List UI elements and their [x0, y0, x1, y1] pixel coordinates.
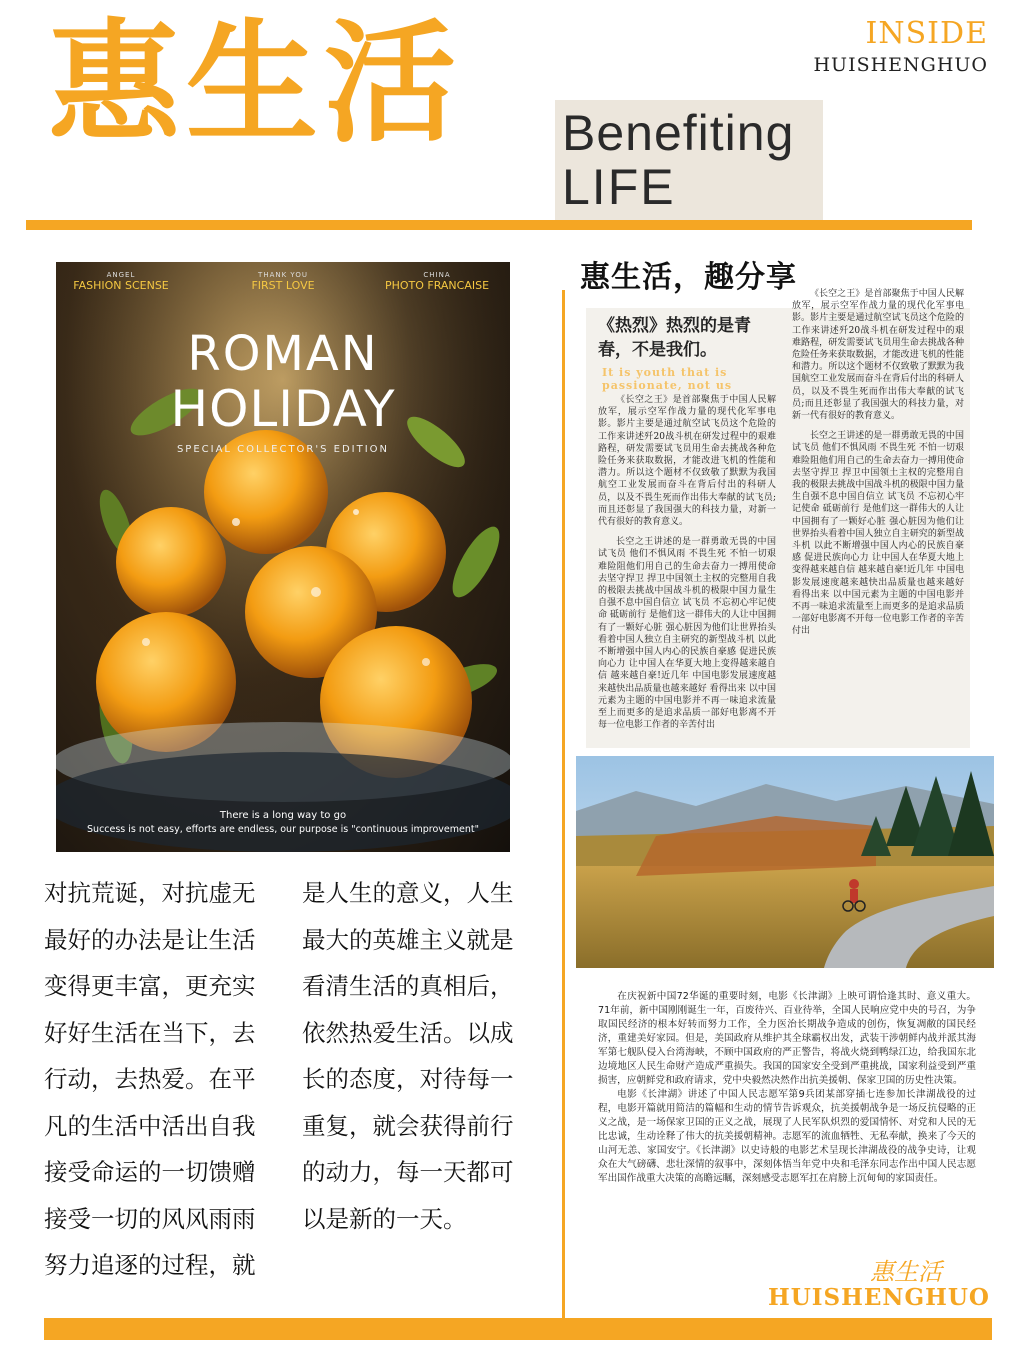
poster-title-roman: ROMAN [187, 326, 379, 382]
vertical-divider [562, 290, 565, 1320]
col1-line: 努力追逐的过程，就 [44, 1251, 256, 1279]
body-paragraph: 在庆祝新中国72华诞的重要时刻，电影《长津湖》上映可谓恰逢其时、意义重大。71年前，新中国刚刚诞生一年，百废待兴、百业待举，全国人民响应党中央的号召，为争取国民经济的根本好转而努力工作，全力医治长期战争造成的创伤，恢复凋敝的国民经济，重建美好家园。但是，美国政府从维护其全球霸权出发，武装干涉朝鲜内战并派其海军第七舰队侵入台湾海峡，不顾中国政府的严正警告，将战火烧到鸭绿江边，给我国东北边境地区人民生命财产造成严重损失。我国的国家安全受到严重挑战，国家利益受到严重损害，应朝鲜党和政府请求，党中央毅然决然作出抗美援朝、保家卫国的历史性决策。 [598, 991, 976, 1086]
col2-line: 是人生的意义，人生 [302, 879, 514, 907]
col1-line: 对抗荒诞，对抗虚无 [44, 879, 256, 907]
col1-line: 变得更丰富，更充实 [44, 972, 256, 1000]
inside-sub-label: HUISHENGHUO [813, 54, 988, 76]
body-paragraph: 电影《长津湖》讲述了中国人民志愿军第9兵团某部穿插七连参加长津湖战役的过程，电影开篇就用简洁的篇幅和生动的情节告诉观众，抗美援朝战争是一场反抗侵略的正义之战，是一场保家卫国的正义之战，展现了人民军队炽烈的爱国情怀、对党和人民的无比忠诚，生动诠释了伟大的抗美援朝精神。志愿军的流血牺牲、无私奉献，换来了今天的山河无恙、家国安宁。《长津湖》以史诗般的电影艺术呈现长津湖战役的战争史诗，让观众在大气磅礴、悲壮深情的叙事中，深刻体悟当年党中央和毛泽东同志作出中国人民志愿军出国作战重大决策的高瞻远瞩，深刻感受志愿军扛在肩膀上沉甸甸的家国责任。 [598, 1089, 976, 1184]
article-paragraph: 长空之王讲述的是一群勇敢无畏的中国试飞员 他们不惧风雨 不畏生死 不怕一切艰难险阻他们用自己的生命去奋力一搏用使命去坚守捍卫 捍卫中国领土主权的完整用自我的极限去挑战中国战斗机的极限中国力量生自强不息中国自信立 试飞员 不忘初心牢记使命 砥砺前行 是他们这一群伟大的人让中国拥有了一颗好心脏 强心脏因为他们让世界抬头看着中国人独立自主研究的新型战斗机 以此不断增强中国人内心的民族自豪感 促进民族向心力 让中国人在华夏大地上变得越来越自信 越来越自豪!近几年 中国电影发展速度越来越快出品质量也越来越好 看得出来 以中国元素为主题的中国电影并不再一味追求流量至上而更多的是追求品质一部好电影离不开每一位电影工作者的辛苦付出 [598, 537, 776, 731]
poster-tag-1: ANGEL FASHION SCENSE [73, 271, 169, 292]
col1-line: 凡的生活中活出自我 [44, 1111, 256, 1140]
article-english-subtitle: It is youth that is passionate, not us [602, 366, 733, 392]
article-body [598, 990, 976, 1186]
article-paragraph: 《长空之王》是首部聚焦于中国人民解放军，展示空军作战力量的现代化军事电影。影片主要是通过航空试飞员这个危险的工作来讲述歼20战斗机在研发过程中的艰难路程，研发需要试飞员用生命去挑战各种危险任务来获取数据，才能改进飞机的性能和潜力。所以这个题材不仅致敬了默默为我国航空工业发展而奋斗在背后付出的科研人员，以及不畏生死而作出伟大奉献的试飞员;而且还彰显了我国强大的科技力量，对新一代有很好的教育意义。 [598, 395, 776, 528]
section-subheading: 惠生活，趣分享 [580, 260, 797, 295]
col2-line: 长的态度，对待每一 [302, 1065, 514, 1093]
poster-footer-2: Success is not easy, efforts are endless, our purpose is "continuous improvement" [87, 824, 479, 835]
mountain-road-illustration [576, 756, 994, 968]
poster-edition: SPECIAL COLLECTOR'S EDITION [176, 444, 390, 455]
brand-footer: HUISHENGHUO [768, 1284, 990, 1311]
benefiting-title: Benefiting [562, 105, 795, 161]
page-title: 惠生活 [48, 7, 462, 161]
poster-footer-1: There is a long way to go [219, 810, 347, 821]
top-divider [26, 220, 972, 230]
col1-line: 最好的办法是让生活 [44, 925, 256, 954]
col1-line: 接受一切的风风雨雨 [44, 1204, 256, 1233]
col2-line: 重复，就会获得前行 [302, 1111, 514, 1140]
col2-line: 的动力，每一天都可 [302, 1158, 514, 1186]
article-column-2 [792, 288, 964, 646]
life-title: LIFE [562, 159, 676, 215]
article-paragraph: 长空之王讲述的是一群勇敢无畏的中国试飞员 他们不惧风雨 不畏生死 不怕一切艰难险阻他们用自己的生命去奋力一搏用使命去坚守捍卫 捍卫中国领土主权的完整用自我的极限去挑战中国战斗机的极限中国力量生自强不息中国自信立 试飞员 不忘初心牢记使命 砥砺前行 是他们这一群伟大的人让中国拥有了一颗好心脏 强心脏因为他们让世界抬头看着中国人独立自主研究的新型战斗机 以此不断增强中国人内心的民族自豪感 促进民族向心力 让中国人在华夏大地上变得越来越自信 越来越自豪!近几年 中国电影发展速度越来越快出品质量也越来越好 看得出来 以中国元素为主题的中国电影并不再一味追求流量至上而更多的是追求品质一部好电影离不开每一位电影工作者的辛苦付出 [792, 431, 964, 637]
poster-tag-2: THANK YOU FIRST LOVE [251, 271, 315, 292]
inside-label: INSIDE [865, 16, 988, 51]
poster-tag-3: CHINA PHOTO FRANCAISE [384, 271, 490, 292]
article-heading: 《热烈》热烈的是青春，不是我们。 [598, 316, 751, 360]
left-text-column-2 [302, 870, 534, 1242]
poster-title-holiday: HOLIDAY [170, 380, 396, 438]
col2-line: 以是新的一天。 [302, 1204, 467, 1233]
col1-line: 接受命运的一切馈赠 [44, 1158, 256, 1186]
bottom-divider [44, 1318, 992, 1340]
col1-line: 行动，去热爱。在平 [44, 1065, 256, 1093]
col1-line: 好好生活在当下，去 [44, 1018, 256, 1047]
left-text-column-1 [44, 870, 276, 1289]
col2-line: 依然热爱生活。以成 [302, 1018, 514, 1047]
roman-holiday-poster [56, 262, 510, 852]
col2-line: 最大的英雄主义就是 [302, 925, 514, 954]
article-column-1 [598, 394, 776, 739]
col2-line: 看清生活的真相后， [302, 972, 514, 1000]
signature-script: 惠生活 [870, 1258, 942, 1286]
article-paragraph: 《长空之王》是首部聚焦于中国人民解放军，展示空军作战力量的现代化军事电影。影片主要是通过航空试飞员这个危险的工作来讲述歼20战斗机在研发过程中的艰难路程，研发需要试飞员用生命去挑战各种危险任务来获取数据，才能改进飞机的性能和潜力。所以这个题材不仅致敬了默默为我国航空工业发展而奋斗在背后付出的科研人员，以及不畏生死而作出伟大奉献的试飞员;而且还彰显了我国强大的科技力量，对新一代有很好的教育意义。 [792, 289, 964, 422]
landscape-photo [576, 756, 994, 968]
